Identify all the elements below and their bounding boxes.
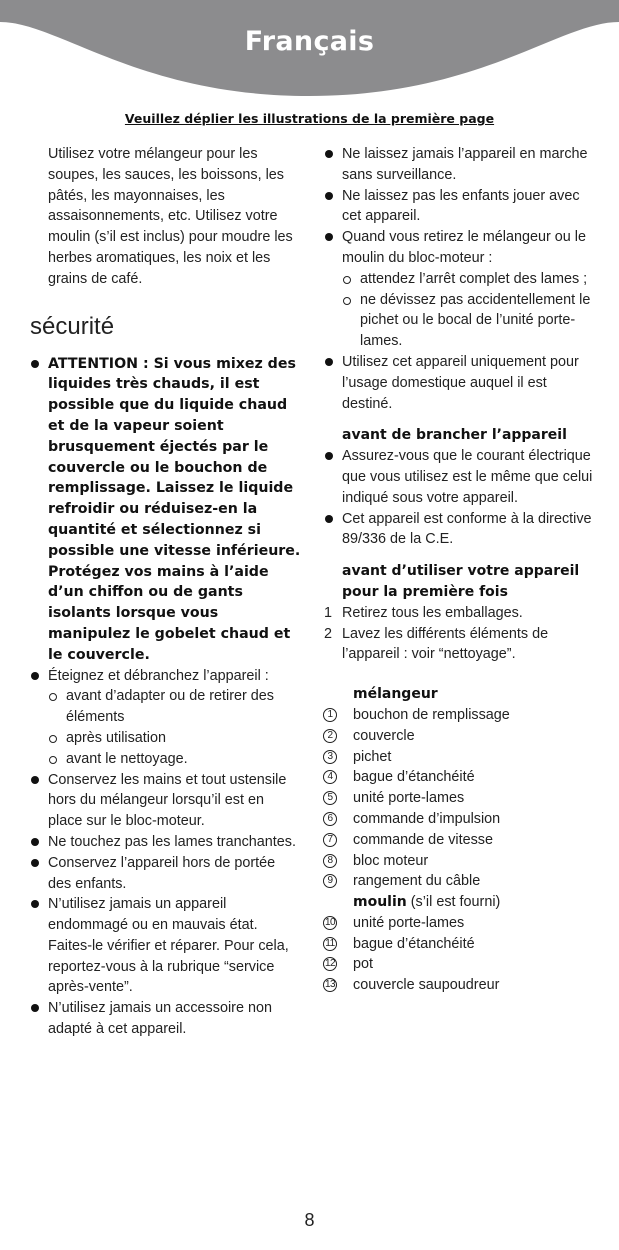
part-item: [320, 871, 598, 892]
removal-sub-item: ne dévissez pas accidentellement le pichet ou le bocal de l’unité porte-lames.: [342, 290, 598, 352]
part-number-badge: 1: [323, 708, 337, 722]
mill-note: (s’il est fourni): [410, 894, 501, 911]
step-item: [320, 603, 598, 624]
right-column: [320, 144, 598, 996]
part-number-badge: 6: [323, 812, 337, 826]
page-number: 8: [304, 1210, 315, 1230]
first-use-heading: avant d’utiliser votre appareil pour la première fois: [342, 563, 580, 600]
part-item: [320, 934, 598, 955]
part-number-badge: 13: [324, 979, 336, 991]
first-use-steps: [320, 603, 598, 665]
safety-list: [26, 354, 302, 1040]
part-label: rangement du câble: [353, 873, 481, 890]
removal-text: Quand vous retirez le mélangeur ou le moulin du bloc-moteur :: [342, 229, 586, 266]
step-number: 1: [324, 604, 333, 621]
plug-item: Assurez-vous que le courant électrique que vous utilisez est le même que celui indiqué sous votre appareil.: [320, 446, 598, 508]
part-label: bloc moteur: [353, 852, 429, 869]
blender-parts-list: [320, 705, 598, 996]
part-number-badge: 12: [324, 958, 336, 970]
safety-item: Conservez les mains et tout ustensile hors du mélangeur lorsqu’il est en place sur le bloc-moteur.: [26, 770, 302, 832]
removal-sublist: [342, 269, 598, 352]
part-label: couvercle: [353, 727, 415, 744]
unplug-sub-item: avant le nettoyage.: [48, 749, 302, 770]
before-plugging-heading: avant de brancher l’appareil: [342, 427, 567, 444]
language-title: Français: [244, 26, 375, 57]
part-item: [320, 830, 598, 851]
fold-out-instruction: Veuillez déplier les illustrations de la première page: [124, 111, 495, 126]
removal-item: [320, 227, 598, 352]
safety-item: Utilisez cet appareil uniquement pour l’usage domestique auquel il est destiné.: [320, 352, 598, 414]
safety-item: Conservez l’appareil hors de portée des enfants.: [26, 853, 302, 895]
safety-list-continued: [320, 144, 598, 414]
safety-item: Ne laissez jamais l’appareil en marche sans surveillance.: [320, 144, 598, 186]
part-label: bouchon de remplissage: [353, 706, 510, 723]
part-number-badge: 11: [323, 937, 337, 951]
part-label: couvercle saupoudreur: [353, 977, 500, 994]
left-column: [26, 144, 302, 1040]
part-item: [320, 954, 598, 975]
part-item: [320, 851, 598, 872]
part-label: commande de vitesse: [353, 831, 493, 848]
parts-legend: [320, 684, 598, 996]
part-label: unité porte-lames: [353, 914, 465, 931]
part-number-badge: 3: [323, 750, 337, 764]
unplug-text: Éteignez et débranchez l’appareil :: [48, 667, 269, 684]
unplug-sublist: [48, 686, 302, 769]
part-label: unité porte-lames: [353, 790, 465, 807]
safety-item: Ne laissez pas les enfants jouer avec cet appareil.: [320, 186, 598, 228]
unplug-sub-item: après utilisation: [48, 728, 302, 749]
part-item: [320, 767, 598, 788]
blender-heading: mélangeur: [353, 686, 438, 703]
part-number-badge: 8: [323, 854, 337, 868]
part-item: [320, 975, 598, 996]
plug-item: Cet appareil est conforme à la directive 89/336 de la C.E.: [320, 509, 598, 551]
safety-heading: sécurité: [30, 312, 115, 340]
part-label: pot: [353, 956, 374, 973]
safety-item: N’utilisez jamais un appareil endommagé ou en mauvais état. Faites-le vérifier et réparer. Pour cela, reportez-vous à la rubrique “service après-vente”.: [26, 894, 302, 998]
hot-liquid-warning: ATTENTION : Si vous mixez des liquides très chauds, il est possible que du liquide chaud et de la vapeur soient brusquement éjectés par le couvercle ou le bouchon de remplissage. Laissez le liquide refroidir ou réduisez-en la quantité et sélectionnez si possible une vitesse inférieure. Protégez vos mains à l’aide d’un chiffon ou de gants isolants lorsque vous manipulez le gobelet chaud et le couvercle.: [26, 354, 302, 666]
part-number-badge: 5: [323, 791, 337, 805]
step-number: 2: [324, 625, 333, 642]
part-number-badge: 2: [323, 729, 337, 743]
step-item: [320, 624, 598, 666]
mill-heading: moulin: [353, 894, 407, 911]
part-item: [320, 809, 598, 830]
mill-heading-row: [320, 892, 598, 913]
step-text: Lavez les différents éléments de l’appareil : voir “nettoyage”.: [342, 625, 549, 663]
unplug-item: [26, 666, 302, 770]
part-label: commande d’impulsion: [353, 810, 501, 827]
part-number-badge: 7: [323, 833, 337, 847]
unplug-sub-item: avant d’adapter ou de retirer des éléments: [48, 686, 302, 728]
safety-item: Ne touchez pas les lames tranchantes.: [26, 832, 302, 853]
part-item: [320, 705, 598, 726]
part-item: [320, 788, 598, 809]
step-text: Retirez tous les emballages.: [342, 604, 523, 621]
part-number-badge: 10: [324, 916, 336, 928]
before-plugging-list: [320, 446, 598, 550]
part-number-badge: 4: [323, 770, 337, 784]
removal-sub-item: attendez l’arrêt complet des lames ;: [342, 269, 598, 290]
part-label: pichet: [353, 748, 392, 765]
part-item: [320, 913, 598, 934]
part-item: [320, 726, 598, 747]
intro-paragraph: Utilisez votre mélangeur pour les soupes, les sauces, les boissons, les pâtés, les mayonnaises, les assaisonnements, etc. Utilisez votre moulin (s’il est inclus) pour moudre les herbes aromatiques, les noix et les grains de café.: [48, 146, 293, 287]
safety-item: N’utilisez jamais un accessoire non adapté à cet appareil.: [26, 998, 302, 1040]
part-label: bague d’étanchéité: [353, 769, 475, 786]
part-item: [320, 747, 598, 768]
part-number-badge: 9: [323, 874, 337, 888]
part-label: bague d’étanchéité: [353, 935, 475, 952]
